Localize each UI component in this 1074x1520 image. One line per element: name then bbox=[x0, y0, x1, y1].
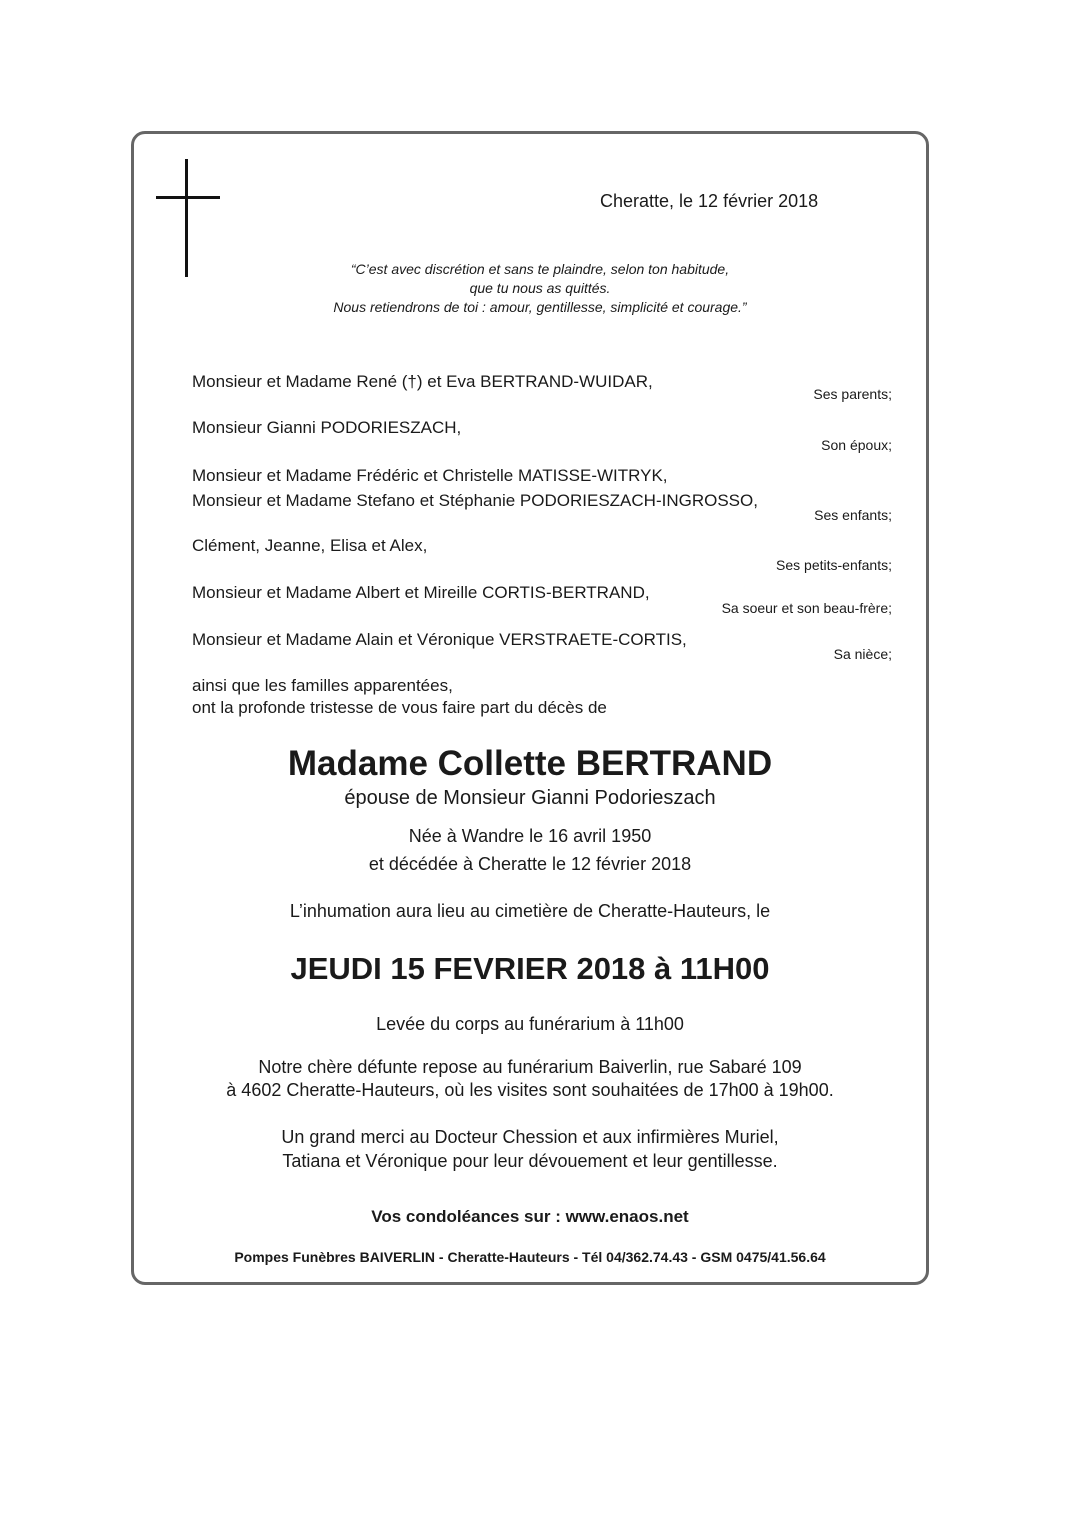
closing-line-2: ont la profonde tristesse de vous faire part du décès de bbox=[192, 698, 607, 717]
quote-line-3: Nous retiendrons de toi : amour, gentillesse, simplicité et courage.” bbox=[333, 299, 747, 315]
family-relation: Sa nièce; bbox=[833, 646, 892, 662]
family-relation: Ses petits-enfants; bbox=[776, 557, 892, 573]
death-line: et décédée à Cheratte le 12 février 2018 bbox=[368, 854, 692, 874]
family-member: Monsieur et Madame Stefano et Stéphanie PODORIESZACH-INGROSSO, bbox=[192, 491, 758, 510]
birth-line: Née à Wandre le 16 avril 1950 bbox=[408, 826, 652, 846]
family-member: Monsieur Gianni PODORIESZACH, bbox=[192, 418, 462, 437]
cross-icon bbox=[185, 159, 188, 277]
family-member: Monsieur et Madame Albert et Mireille CORTIS-BERTRAND, bbox=[192, 583, 650, 602]
family-member: Monsieur et Madame René (†) et Eva BERTRAND-WUIDAR, bbox=[192, 372, 653, 391]
burial-intro: L’inhumation aura lieu au cimetière de Cheratte-Hauteurs, le bbox=[289, 901, 771, 921]
family-member: Clément, Jeanne, Elisa et Alex, bbox=[192, 536, 428, 555]
family-relation: Ses enfants; bbox=[814, 507, 892, 523]
deceased-spouse: épouse de Monsieur Gianni Podorieszach bbox=[344, 787, 716, 809]
thanks-line-2: Tatiana et Véronique pour leur dévouement et leur gentillesse. bbox=[282, 1151, 778, 1171]
ceremony-datetime: JEUDI 15 FEVRIER 2018 à 11H00 bbox=[290, 951, 770, 986]
family-relation: Ses parents; bbox=[813, 386, 892, 402]
visit-line-2: à 4602 Cheratte-Hauteurs, où les visites sont souhaitées de 17h00 à 19h00. bbox=[226, 1080, 834, 1100]
deceased-name: Madame Collette BERTRAND bbox=[287, 744, 773, 783]
funeral-home-footer: Pompes Funèbres BAIVERLIN - Cheratte-Hauteurs - Tél 04/362.74.43 - GSM 0475/41.56.64 bbox=[234, 1249, 826, 1265]
quote-line-1: “C’est avec discrétion et sans te plaindre, selon ton habitude, bbox=[350, 261, 730, 277]
closing-line-1: ainsi que les familles apparentées, bbox=[192, 676, 453, 695]
family-member: Monsieur et Madame Alain et Véronique VERSTRAETE-CORTIS, bbox=[192, 630, 687, 649]
family-member: Monsieur et Madame Frédéric et Christelle MATISSE-WITRYK, bbox=[192, 466, 668, 485]
condolences-line: Vos condoléances sur : www.enaos.net bbox=[371, 1207, 689, 1226]
cross-icon-bar bbox=[156, 196, 220, 199]
quote-line-2: que tu nous as quittés. bbox=[469, 280, 611, 296]
visit-line-1: Notre chère défunte repose au funérarium Baiverlin, rue Sabaré 109 bbox=[258, 1057, 802, 1077]
thanks-line-1: Un grand merci au Docteur Chession et aux infirmières Muriel, bbox=[281, 1127, 779, 1147]
date-line: Cheratte, le 12 février 2018 bbox=[600, 191, 819, 211]
family-relation: Sa soeur et son beau-frère; bbox=[721, 600, 892, 616]
levee-line: Levée du corps au funérarium à 11h00 bbox=[376, 1014, 684, 1034]
family-relation: Son époux; bbox=[821, 437, 892, 453]
